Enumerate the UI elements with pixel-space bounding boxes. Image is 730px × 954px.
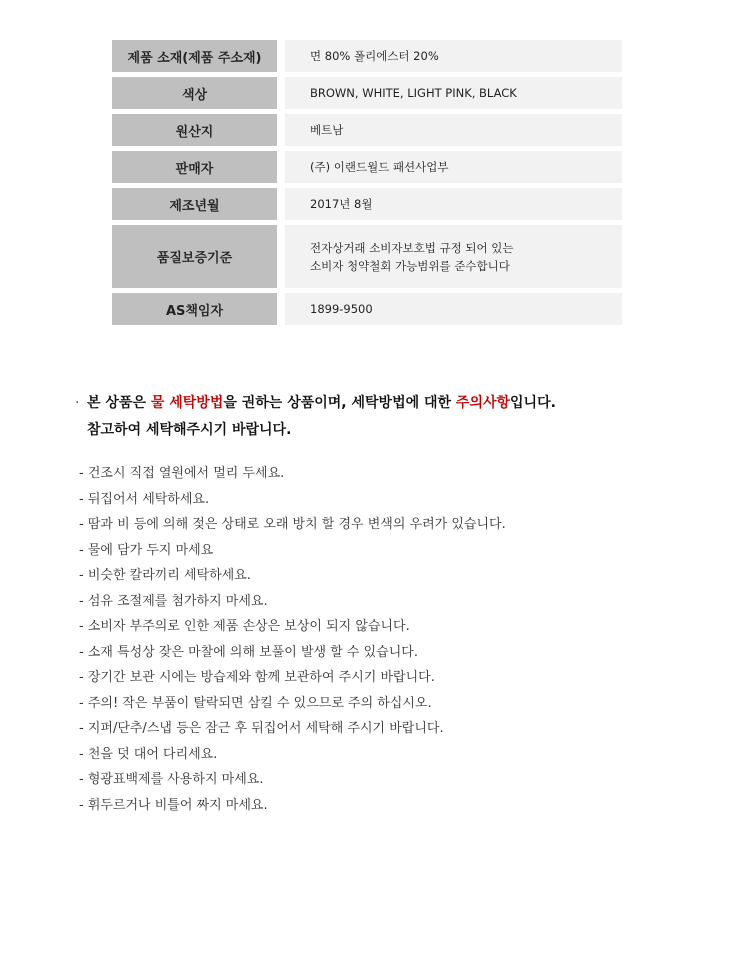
spec-value-text: (주) 이랜드월드 패션사업부 [310, 160, 449, 174]
list-item: - 휘두르거나 비틀어 짜지 마세요. [79, 797, 268, 813]
list-item: - 지퍼/단추/스냅 등은 잠근 후 뒤집어서 세탁해 주시기 바랍니다. [79, 721, 444, 736]
list-item: - 땀과 비 등에 의해 젖은 상태로 오래 방치 할 경우 변색의 우려가 있습니다. [79, 517, 506, 532]
spec-row-manufacture-date [112, 188, 622, 220]
list-item: - 비슷한 칼라끼리 세탁하세요. [79, 568, 251, 583]
washing-notice [75, 390, 695, 444]
spec-label: 품질보증기준 [112, 225, 277, 288]
notice-highlight: 주의사항 [455, 395, 511, 411]
notice-text: 입니다. [510, 395, 556, 411]
spec-row-origin [112, 114, 622, 146]
list-item: - 물에 담가 두지 마세요 [79, 542, 214, 558]
notice-line-2 [75, 417, 695, 444]
list-item: - 소재 특성상 잦은 마찰에 의해 보풀이 발생 할 수 있습니다. [79, 644, 418, 660]
spec-label: 원산지 [112, 114, 277, 146]
list-item: - 천을 덧 대어 다리세요. [79, 746, 218, 762]
spec-value [285, 151, 622, 183]
spec-label: 색상 [112, 77, 277, 109]
notice-text: 참고하여 세탁해주시기 바랍니다. [87, 422, 292, 438]
spec-label: 판매자 [112, 151, 277, 183]
list-item: - 뒤집어서 세탁하세요. [79, 491, 210, 507]
spec-label: 제조년월 [112, 188, 277, 220]
spec-value [285, 188, 622, 220]
spec-value [285, 225, 622, 288]
spec-value-line2: 소비자 청약철회 가능범위를 준수합니다 [310, 258, 510, 273]
spec-value [285, 293, 622, 325]
spec-value-text: 베트남 [310, 123, 344, 137]
spec-value [285, 114, 622, 146]
notice-text: 본 상품은 [87, 395, 151, 411]
spec-row-as-contact [112, 293, 622, 325]
product-spec-table [112, 40, 622, 330]
spec-value-line1: 전자상거래 소비자보호법 규정 되어 있는 [310, 240, 514, 255]
spec-value-text: BROWN, WHITE, LIGHT PINK, BLACK [310, 86, 517, 100]
list-item: - 장기간 보관 시에는 방습제와 함께 보관하여 주시기 바랍니다. [79, 670, 435, 685]
notice-highlight: 물 세탁방법 [150, 395, 224, 411]
spec-label: AS책임자 [112, 293, 277, 325]
list-item: - 건조시 직접 열원에서 멀리 두세요. [79, 466, 285, 481]
list-item: - 소비자 부주의로 인한 제품 손상은 보상이 되지 않습니다. [79, 619, 410, 634]
spec-value-text: 2017년 8월 [310, 197, 373, 211]
list-item: - 섬유 조절제를 첨가하지 마세요. [79, 593, 268, 609]
spec-label: 제품 소재(제품 주소재) [112, 40, 277, 72]
spec-value [285, 40, 622, 72]
bullet-dot: · [75, 395, 80, 411]
list-item: - 형광표백제를 사용하지 마세요. [79, 772, 264, 787]
spec-row-material [112, 40, 622, 72]
care-instructions-list [79, 461, 699, 818]
notice-line-1 [75, 390, 695, 417]
spec-row-seller [112, 151, 622, 183]
notice-text: 을 권하는 상품이며, 세탁방법에 대한 [223, 395, 456, 411]
spec-row-color [112, 77, 622, 109]
spec-value-text: 면 80% 폴리에스터 20% [310, 49, 439, 63]
spec-value [285, 77, 622, 109]
spec-row-quality-guarantee [112, 225, 622, 288]
spec-value-text: 1899-9500 [310, 302, 373, 316]
list-item: - 주의! 작은 부품이 탈락되면 삼킬 수 있으므로 주의 하십시오. [79, 695, 432, 711]
